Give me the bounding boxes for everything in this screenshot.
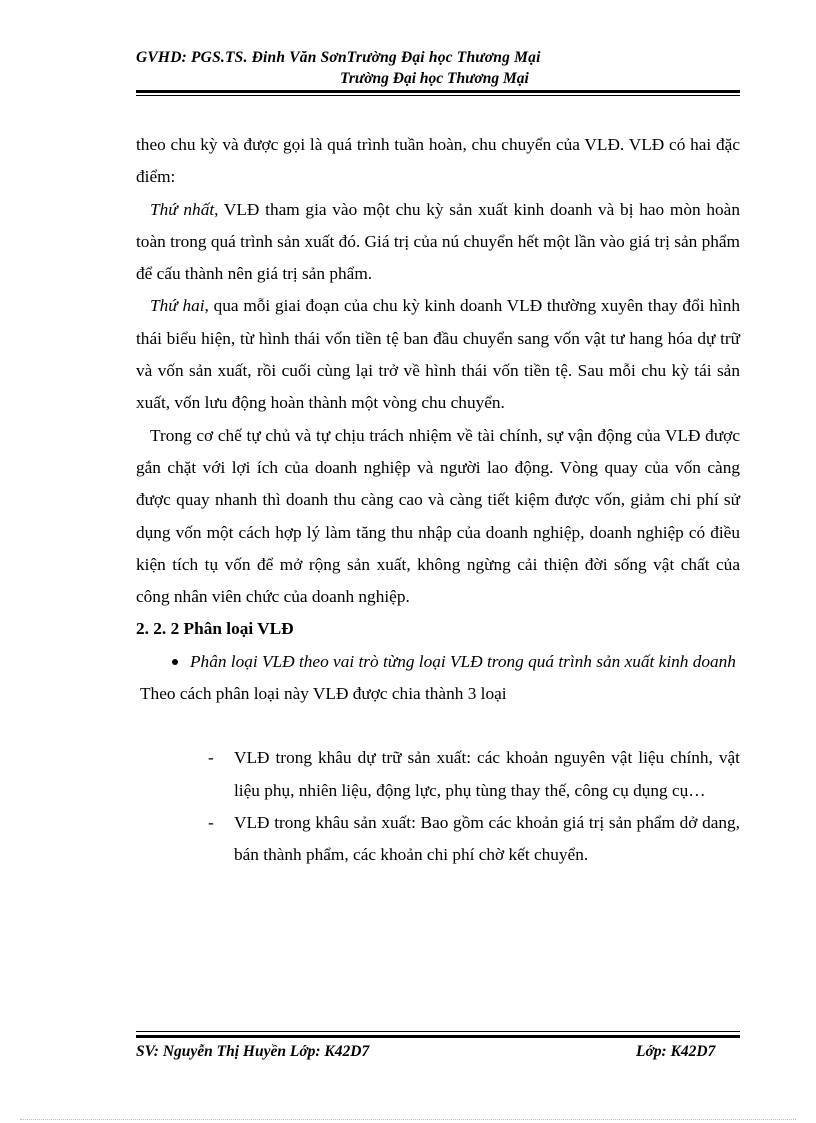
page-bottom-dotted-line <box>20 1119 796 1120</box>
header-supervisor: GVHD: PGS.TS. Đinh Văn SơnTrường Đại học Thương Mại <box>136 49 541 66</box>
paragraph-2 <box>136 194 740 291</box>
paragraph-3-rest: , qua mỗi giai đoạn của chu kỳ kinh doanh VLĐ thường xuyên thay đổi hình thái biểu hiện, từ hình thái vốn tiền tệ ban đầu chuyển sang vốn vật tư hang hóa dự trữ và vốn sản xuất, rồi cuối cùng lại trở về hình thái vốn tiền tệ. Sau mỗi chu kỳ tái sản xuất, vốn lưu động hoàn thành một vòng chu chuyển. <box>136 296 740 413</box>
paragraph-3 <box>136 290 740 419</box>
header-university: Trường Đại học Thương Mại <box>340 70 529 87</box>
paragraph-1: theo chu kỳ và được gọi là quá trình tuần hoàn, chu chuyển của VLĐ. VLĐ có hai đặc điểm: <box>136 135 740 187</box>
footer-rule-thick <box>136 1035 740 1038</box>
bullet-text: Phân loại VLĐ theo vai trò từng loại VLĐ trong quá trình sản xuất kinh doanh <box>190 651 736 671</box>
footer-student: SV: Nguyễn Thị Huyền Lớp: K42D7 <box>136 1043 370 1060</box>
paragraph-2-lead: Thứ nhất <box>150 199 215 219</box>
paragraph-4: Trong cơ chế tự chủ và tự chịu trách nhiệm về tài chính, sự vận động của VLĐ được gắn chặt với lợi ích của doanh nghiệp và người lao động. Vòng quay của vốn càng được quay nhanh thì doanh thu càng cao và càng tiết kiệm được vốn, giảm chi phí sử dụng vốn một cách hợp lý làm tăng thu nhập của doanh nghiệp, doanh nghiệp có điều kiện tích tụ vốn để mở rộng sản xuất, không ngừng cải thiện đời sống vật chất của công nhân viên chức của doanh nghiệp. <box>136 425 740 607</box>
dash-marker: - <box>208 748 214 768</box>
section-heading: 2. 2. 2 Phân loại VLĐ <box>136 619 294 639</box>
dash-list-item <box>136 807 740 872</box>
classification-intro: Theo cách phân loại này VLĐ được chia thành 3 loại <box>140 684 507 704</box>
paragraph-3-lead: Thứ hai <box>150 296 205 316</box>
bullet-dot-icon <box>172 659 178 665</box>
dash-list-item <box>136 742 740 807</box>
dash-item-text: VLĐ trong khâu dự trữ sản xuất: các khoản nguyên vật liệu chính, vật liệu phụ, nhiên liệu, động lực, phụ tùng thay thế, công cụ dụng cụ… <box>234 748 740 800</box>
bullet-item <box>136 646 740 678</box>
header-rule-thin <box>136 95 740 96</box>
dash-item-text: VLĐ trong khâu sản xuất: Bao gồm các khoản giá trị sản phẩm dở dang, bán thành phẩm, các khoản chi phí chờ kết chuyển. <box>234 812 740 865</box>
footer-rule-thin <box>136 1031 740 1032</box>
blank-line <box>136 710 740 742</box>
dash-marker: - <box>208 812 214 832</box>
footer-class: Lớp: K42D7 <box>636 1043 716 1060</box>
header-rule-thick <box>136 90 740 93</box>
body-text <box>136 129 740 872</box>
paragraph-2-rest: , VLĐ tham gia vào một chu kỳ sản xuất kinh doanh và bị hao mòn hoàn toàn trong quá trình sản xuất đó. Giá trị của nú chuyển hết một lần vào giá trị sản phẩm để cấu thành nên giá trị sản phẩm. <box>136 199 740 284</box>
